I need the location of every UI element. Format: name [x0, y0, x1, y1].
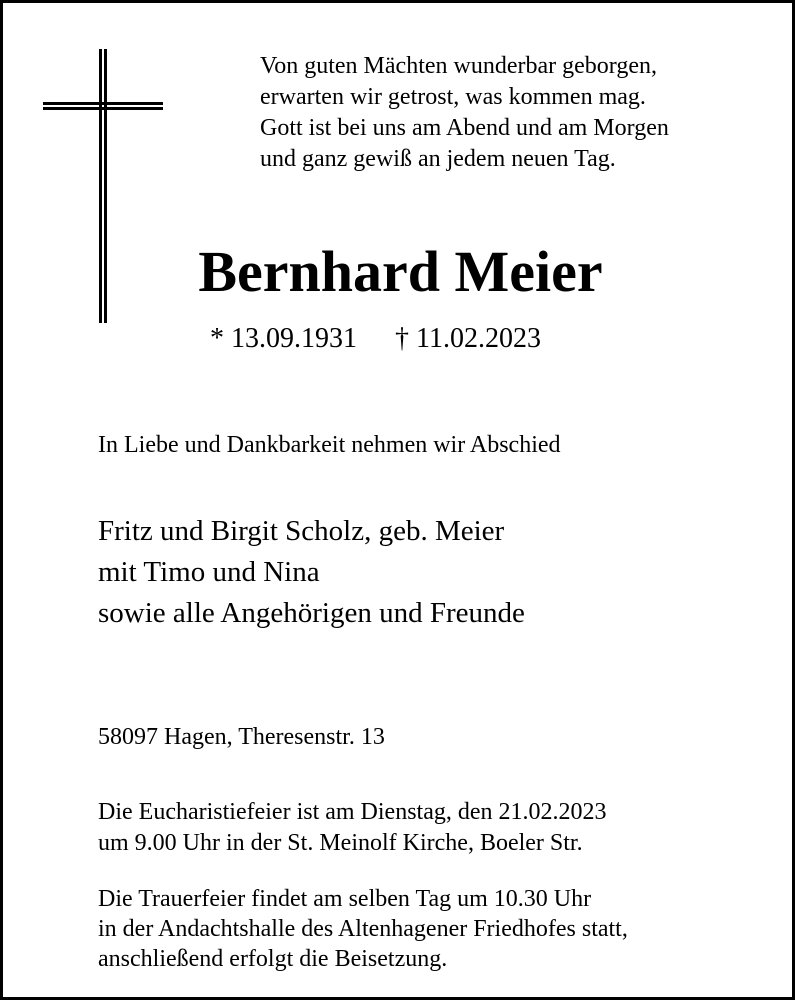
- death-date: † 11.02.2023: [395, 323, 541, 354]
- address: 58097 Hagen, Theresenstr. 13: [98, 724, 385, 750]
- farewell-text: In Liebe und Dankbarkeit nehmen wir Abschied: [98, 432, 561, 458]
- life-dates: [210, 321, 541, 357]
- funeral-line: in der Andachtshalle des Altenhagener Friedhofes statt,: [98, 916, 628, 942]
- poem-line: erwarten wir getrost, was kommen mag.: [260, 84, 646, 110]
- mourner-line: sowie alle Angehörigen und Freunde: [98, 597, 525, 629]
- mourners: [98, 511, 525, 634]
- poem: [260, 51, 669, 175]
- birth-date: * 13.09.1931: [210, 323, 357, 354]
- mass-line: um 9.00 Uhr in der St. Meinolf Kirche, Boeler Str.: [98, 830, 583, 856]
- funeral-line: Die Trauerfeier findet am selben Tag um 10.30 Uhr: [98, 886, 592, 912]
- poem-line: Von guten Mächten wunderbar geborgen,: [260, 53, 658, 79]
- funeral-info: [98, 884, 628, 974]
- poem-line: Gott ist bei uns am Abend und am Morgen: [260, 115, 669, 141]
- poem-line: und ganz gewiß an jedem neuen Tag.: [260, 146, 616, 172]
- funeral-line: anschließend erfolgt die Beisetzung.: [98, 946, 448, 972]
- mourner-line: Fritz und Birgit Scholz, geb. Meier: [98, 515, 505, 547]
- deceased-name: Bernhard Meier: [198, 239, 603, 304]
- mass-line: Die Eucharistiefeier ist am Dienstag, den 21.02.2023: [98, 799, 607, 825]
- mass-info: [98, 797, 607, 859]
- mourner-line: mit Timo und Nina: [98, 556, 320, 588]
